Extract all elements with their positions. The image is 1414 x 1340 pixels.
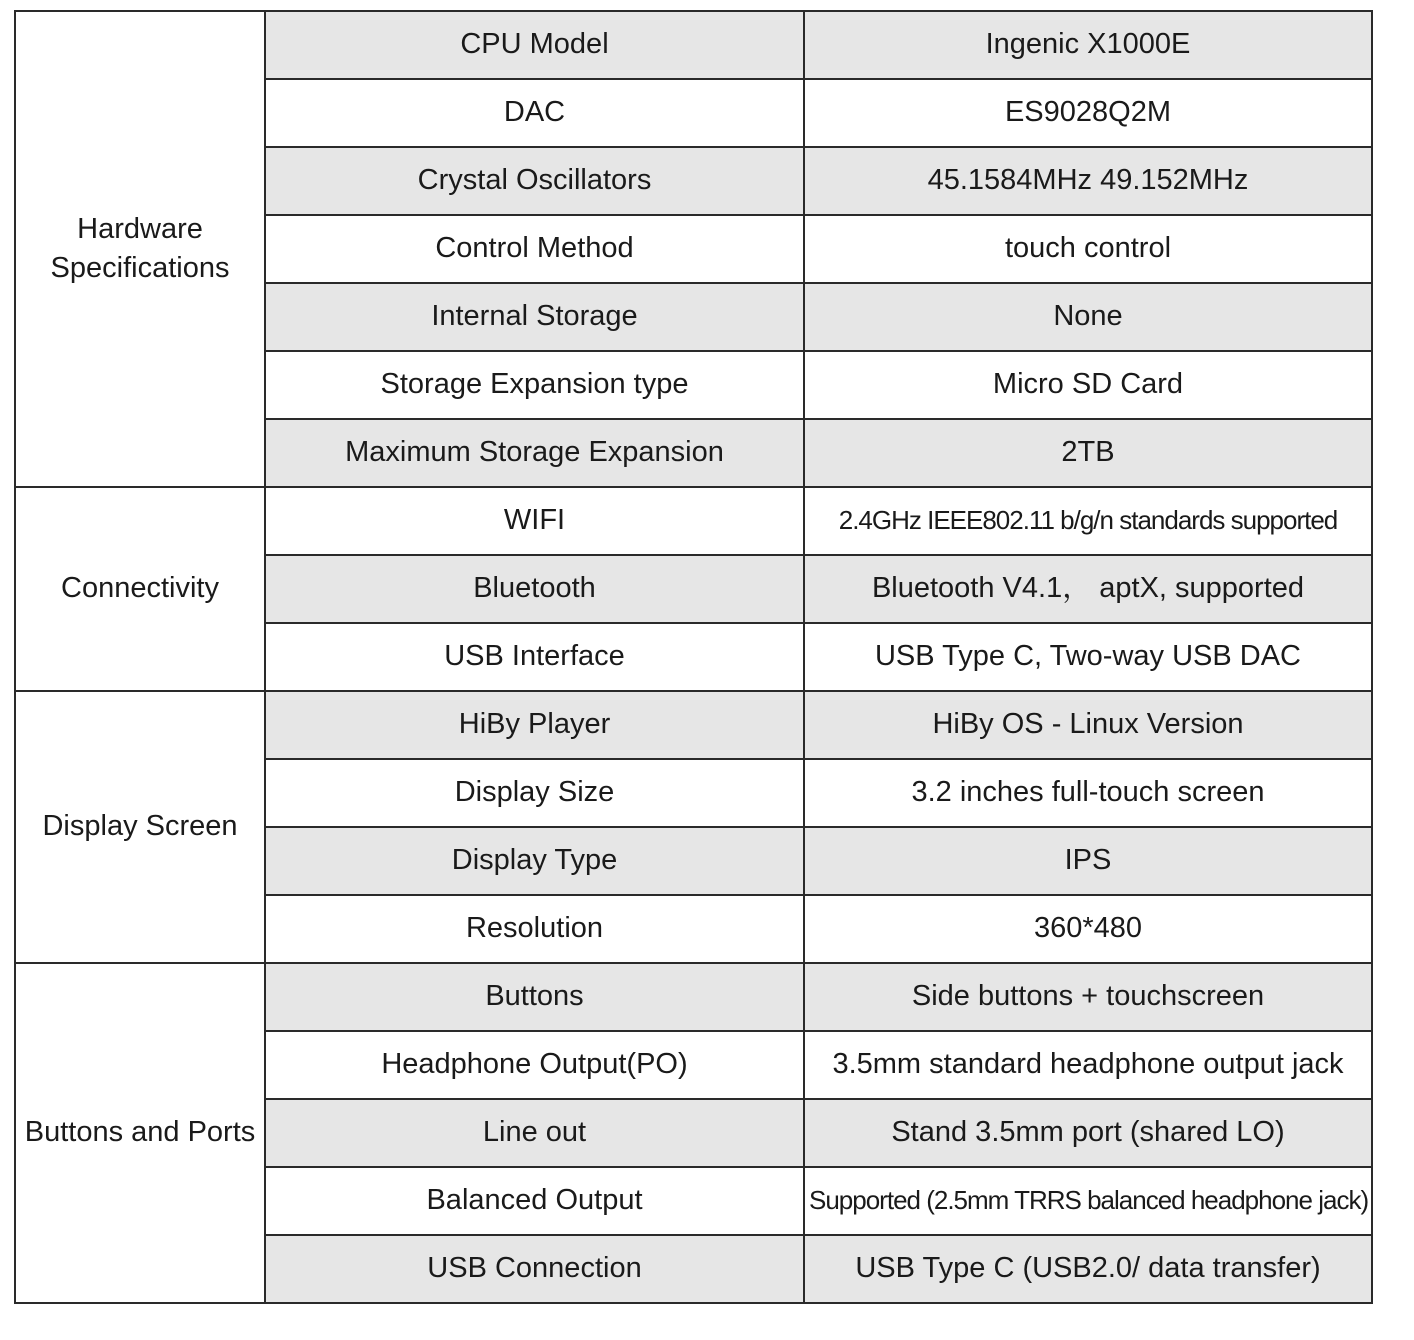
parameter-cell: Control Method xyxy=(265,215,804,283)
value-cell: Side buttons + touchscreen xyxy=(804,963,1372,1031)
spec-table-body xyxy=(15,11,1372,1303)
parameter-cell: USB Interface xyxy=(265,623,804,691)
parameter-cell: USB Connection xyxy=(265,1235,804,1303)
parameter-cell: Display Type xyxy=(265,827,804,895)
parameter-cell: Storage Expansion type xyxy=(265,351,804,419)
parameter-cell: Line out xyxy=(265,1099,804,1167)
parameter-cell: Headphone Output(PO) xyxy=(265,1031,804,1099)
parameter-cell: Resolution xyxy=(265,895,804,963)
value-cell: USB Type C, Two-way USB DAC xyxy=(804,623,1372,691)
parameter-cell: Buttons xyxy=(265,963,804,1031)
parameter-cell: WIFI xyxy=(265,487,804,555)
parameter-cell: Maximum Storage Expansion xyxy=(265,419,804,487)
value-cell: None xyxy=(804,283,1372,351)
value-cell: Stand 3.5mm port (shared LO) xyxy=(804,1099,1372,1167)
parameter-cell: DAC xyxy=(265,79,804,147)
parameter-cell: Internal Storage xyxy=(265,283,804,351)
group-label: Buttons and Ports xyxy=(15,963,265,1303)
table-row xyxy=(15,11,1372,79)
value-cell: USB Type C (USB2.0/ data transfer) xyxy=(804,1235,1372,1303)
value-cell: HiBy OS - Linux Version xyxy=(804,691,1372,759)
parameter-cell: HiBy Player xyxy=(265,691,804,759)
value-cell: Bluetooth V4.1， aptX, supported xyxy=(804,555,1372,623)
value-cell: Micro SD Card xyxy=(804,351,1372,419)
group-label: Connectivity xyxy=(15,487,265,691)
value-cell: 45.1584MHz 49.152MHz xyxy=(804,147,1372,215)
parameter-cell: Bluetooth xyxy=(265,555,804,623)
table-row xyxy=(15,963,1372,1031)
value-cell: 2.4GHz IEEE802.11 b/g/n standards supported xyxy=(804,487,1372,555)
parameter-cell: Crystal Oscillators xyxy=(265,147,804,215)
value-cell: 2TB xyxy=(804,419,1372,487)
value-cell: IPS xyxy=(804,827,1372,895)
parameter-cell: Balanced Output xyxy=(265,1167,804,1235)
value-cell: 360*480 xyxy=(804,895,1372,963)
parameter-cell: CPU Model xyxy=(265,11,804,79)
value-cell: 3.5mm standard headphone output jack xyxy=(804,1031,1372,1099)
table-row xyxy=(15,487,1372,555)
spec-table xyxy=(14,10,1373,1304)
group-label: Hardware Specifications xyxy=(15,11,265,487)
value-cell: Supported (2.5mm TRRS balanced headphone jack) xyxy=(804,1167,1372,1235)
table-row xyxy=(15,691,1372,759)
value-cell: ES9028Q2M xyxy=(804,79,1372,147)
group-label: Display Screen xyxy=(15,691,265,963)
value-cell: Ingenic X1000E xyxy=(804,11,1372,79)
value-cell: touch control xyxy=(804,215,1372,283)
parameter-cell: Display Size xyxy=(265,759,804,827)
value-cell: 3.2 inches full-touch screen xyxy=(804,759,1372,827)
